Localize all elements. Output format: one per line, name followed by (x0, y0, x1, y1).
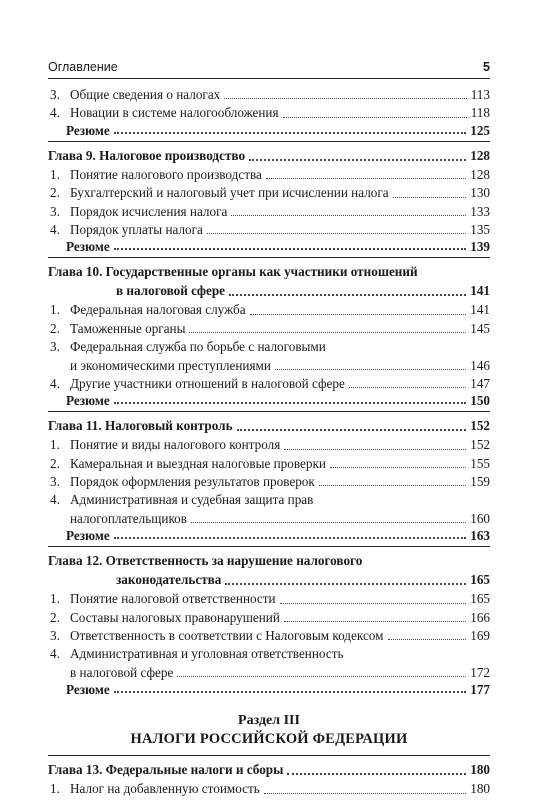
toc-item[interactable]: 1. Понятие налоговой ответственности 165 (50, 591, 490, 607)
toc-resume[interactable]: Резюме 163 (48, 528, 490, 547)
toc-chapter[interactable]: Глава 12. Ответственность за нарушение налогового законодательства 165 (48, 553, 490, 588)
toc-item[interactable]: 3. Порядок оформления результатов проверок 159 (50, 474, 490, 490)
section-heading (48, 712, 490, 749)
toc-item[interactable]: 3. Ответственность в соответствии с Налоговым кодексом 169 (50, 628, 490, 644)
section-title: НАЛОГИ РОССИЙСКОЙ ФЕДЕРАЦИИ (130, 731, 408, 748)
toc-chapter[interactable]: Глава 13. Федеральные налоги и сборы 180 (48, 762, 490, 778)
toc-item[interactable]: 4. Порядок уплаты налога 135 (50, 221, 490, 237)
toc-item[interactable]: 2. Составы налоговых правонарушений 166 (50, 609, 490, 625)
page-number: 5 (483, 60, 490, 74)
running-head-title: Оглавление (48, 60, 118, 74)
toc-resume[interactable]: Резюме 150 (48, 393, 490, 412)
toc-item[interactable]: 4. Административная и судебная защита прав налогоплательщиков 160 (50, 492, 490, 526)
toc-item[interactable]: 4. Новации в системе налогообложения 118 (50, 105, 490, 121)
toc-item[interactable]: 1. Налог на добавленную стоимость 180 (50, 781, 490, 797)
book-page (48, 0, 490, 800)
running-head (48, 60, 490, 76)
divider (48, 141, 490, 142)
divider (48, 411, 490, 412)
toc-item[interactable]: 3. Порядок исчисления налога 133 (50, 203, 490, 219)
toc-item[interactable]: 1. Федеральная налоговая служба 141 (50, 302, 490, 318)
toc-resume[interactable]: Резюме 125 (48, 123, 490, 142)
toc-item[interactable]: 3. Федеральная служба по борьбе с налоговыми и экономическими преступлениями 146 (50, 339, 490, 373)
toc-resume[interactable]: Резюме 177 (66, 682, 490, 698)
divider (48, 755, 490, 756)
toc-item[interactable]: 1. Понятие налогового производства 128 (50, 166, 490, 182)
divider (48, 546, 490, 547)
divider (48, 257, 490, 258)
toc-item[interactable]: 2. Бухгалтерский и налоговый учет при исчислении налога 130 (50, 185, 490, 201)
toc-item[interactable]: 2. Таможенные органы 145 (50, 320, 490, 336)
toc-item[interactable]: 1. Понятие и виды налогового контроля 152 (50, 437, 490, 453)
toc-chapter[interactable]: Глава 11. Налоговый контроль 152 (48, 418, 490, 434)
toc-resume[interactable]: Резюме 139 (48, 239, 490, 258)
toc-item[interactable]: 3. Общие сведения о налогах 113 (50, 86, 490, 102)
toc-chapter[interactable]: Глава 9. Налоговое производство 128 (48, 147, 490, 163)
header-rule (48, 78, 490, 79)
toc-item[interactable]: 2. Камеральная и выездная налоговые проверки 155 (50, 455, 490, 471)
toc-item[interactable]: 4. Другие участники отношений в налоговой сфере 147 (50, 375, 490, 391)
table-of-contents (48, 86, 490, 799)
toc-item[interactable]: 4. Административная и уголовная ответственность в налоговой сфере 172 (50, 646, 490, 680)
section-label: Раздел III (238, 713, 300, 729)
toc-chapter[interactable]: Глава 10. Государственные органы как участники отношений в налоговой сфере 141 (48, 264, 490, 299)
